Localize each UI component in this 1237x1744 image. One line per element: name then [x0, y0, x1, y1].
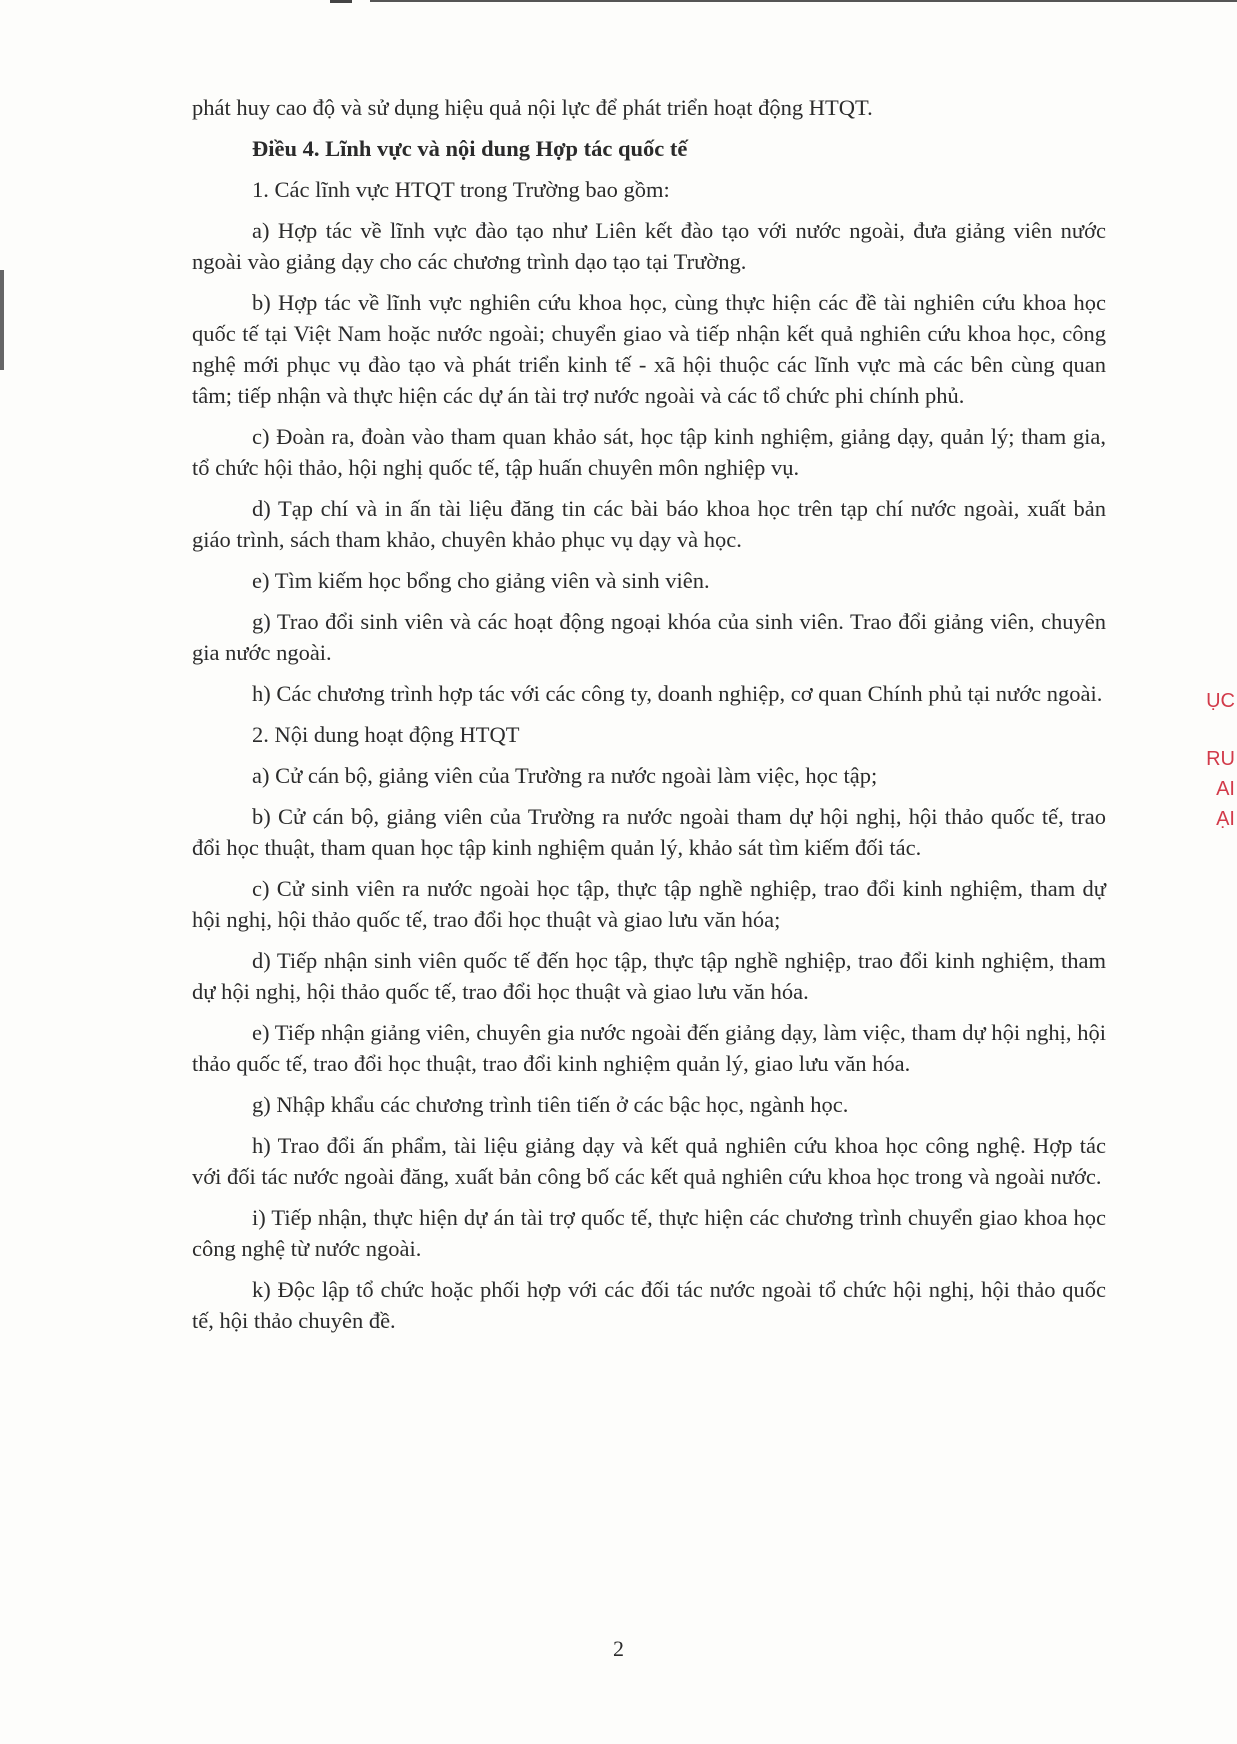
list-item: h) Các chương trình hợp tác với các công ty, doanh nghiệp, cơ quan Chính phủ tại nước ngoài. [252, 681, 1103, 706]
page-number: 2 [613, 1636, 624, 1661]
document-body [192, 92, 1106, 1336]
scan-edge-mark [330, 0, 352, 3]
list-item: g) Trao đổi sinh viên và các hoạt động ngoại khóa của sinh viên. Trao đổi giảng viên, chuyên gia nước ngoài. [192, 609, 1106, 665]
list-item: c) Đoàn ra, đoàn vào tham quan khảo sát, học tập kinh nghiệm, giảng dạy, quản lý; tham gia, tổ chức hội thảo, hội nghị quốc tế, tập huấn chuyên môn nghiệp vụ. [192, 424, 1106, 480]
scan-top-border [370, 0, 1237, 2]
section-heading-fields: 1. Các lĩnh vực HTQT trong Trường bao gồm: [252, 177, 670, 202]
list-item: d) Tạp chí và in ấn tài liệu đăng tin các bài báo khoa học trên tạp chí nước ngoài, xuất bản giáo trình, sách tham khảo, chuyên khảo phục vụ dạy và học. [192, 496, 1106, 552]
scan-left-mark [0, 270, 4, 370]
list-item: e) Tìm kiếm học bổng cho giảng viên và sinh viên. [252, 568, 710, 593]
list-item: k) Độc lập tổ chức hoặc phối hợp với các đối tác nước ngoài tổ chức hội nghị, hội thảo quốc tế, hội thảo chuyên đề. [192, 1277, 1106, 1333]
stamp-text: ẠI [1216, 808, 1235, 830]
list-item: h) Trao đổi ấn phẩm, tài liệu giảng dạy và kết quả nghiên cứu khoa học công nghệ. Hợp tác với đối tác nước ngoài đăng, xuất bản công bố các kết quả nghiên cứu khoa học trong và ngoài nước. [192, 1133, 1106, 1189]
stamp-text: AI [1216, 778, 1235, 800]
list-item: g) Nhập khẩu các chương trình tiên tiến ở các bậc học, ngành học. [252, 1092, 849, 1117]
section-heading-content: 2. Nội dung hoạt động HTQT [252, 722, 520, 747]
list-item: b) Hợp tác về lĩnh vực nghiên cứu khoa học, cùng thực hiện các đề tài nghiên cứu khoa học quốc tế tại Việt Nam hoặc nước ngoài; chuyển giao và tiếp nhận kết quả nghiên cứu khoa học, công nghệ mới phục vụ đào tạo và phát triển kinh tế - xã hội thuộc các lĩnh vực mà các bên cùng quan tâm; tiếp nhận và thực hiện các dự án tài trợ nước ngoài và các tổ chức phi chính phủ. [192, 290, 1106, 408]
article-heading: Điều 4. Lĩnh vực và nội dung Hợp tác quốc tế [252, 136, 688, 161]
list-item: b) Cử cán bộ, giảng viên của Trường ra nước ngoài tham dự hội nghị, hội thảo quốc tế, trao đổi học thuật, tham quan học tập kinh nghiệm quản lý, khảo sát tìm kiếm đối tác. [192, 804, 1106, 860]
stamp-text: ỤC [1206, 690, 1235, 712]
seal-stamp-fragment [1197, 690, 1237, 900]
list-item: d) Tiếp nhận sinh viên quốc tế đến học tập, thực tập nghề nghiệp, trao đổi kinh nghiệm, tham dự hội nghị, hội thảo quốc tế, trao đổi học thuật và giao lưu văn hóa. [192, 948, 1106, 1004]
stamp-text: RU [1206, 748, 1235, 770]
list-item: c) Cử sinh viên ra nước ngoài học tập, thực tập nghề nghiệp, trao đổi kinh nghiệm, tham dự hội nghị, hội thảo quốc tế, trao đổi học thuật và giao lưu văn hóa; [192, 876, 1106, 932]
paragraph-continuation: phát huy cao độ và sử dụng hiệu quả nội lực để phát triển hoạt động HTQT. [192, 95, 873, 120]
list-item: i) Tiếp nhận, thực hiện dự án tài trợ quốc tế, thực hiện các chương trình chuyển giao khoa học công nghệ từ nước ngoài. [192, 1205, 1106, 1261]
list-item: e) Tiếp nhận giảng viên, chuyên gia nước ngoài đến giảng dạy, làm việc, tham dự hội nghị, hội thảo quốc tế, trao đổi học thuật, trao đổi kinh nghiệm quản lý, giao lưu văn hóa. [192, 1020, 1106, 1076]
list-item: a) Hợp tác về lĩnh vực đào tạo như Liên kết đào tạo với nước ngoài, đưa giảng viên nước ngoài vào giảng dạy cho các chương trình dạo tạo tại Trường. [192, 218, 1106, 274]
list-item: a) Cử cán bộ, giảng viên của Trường ra nước ngoài làm việc, học tập; [252, 763, 878, 788]
